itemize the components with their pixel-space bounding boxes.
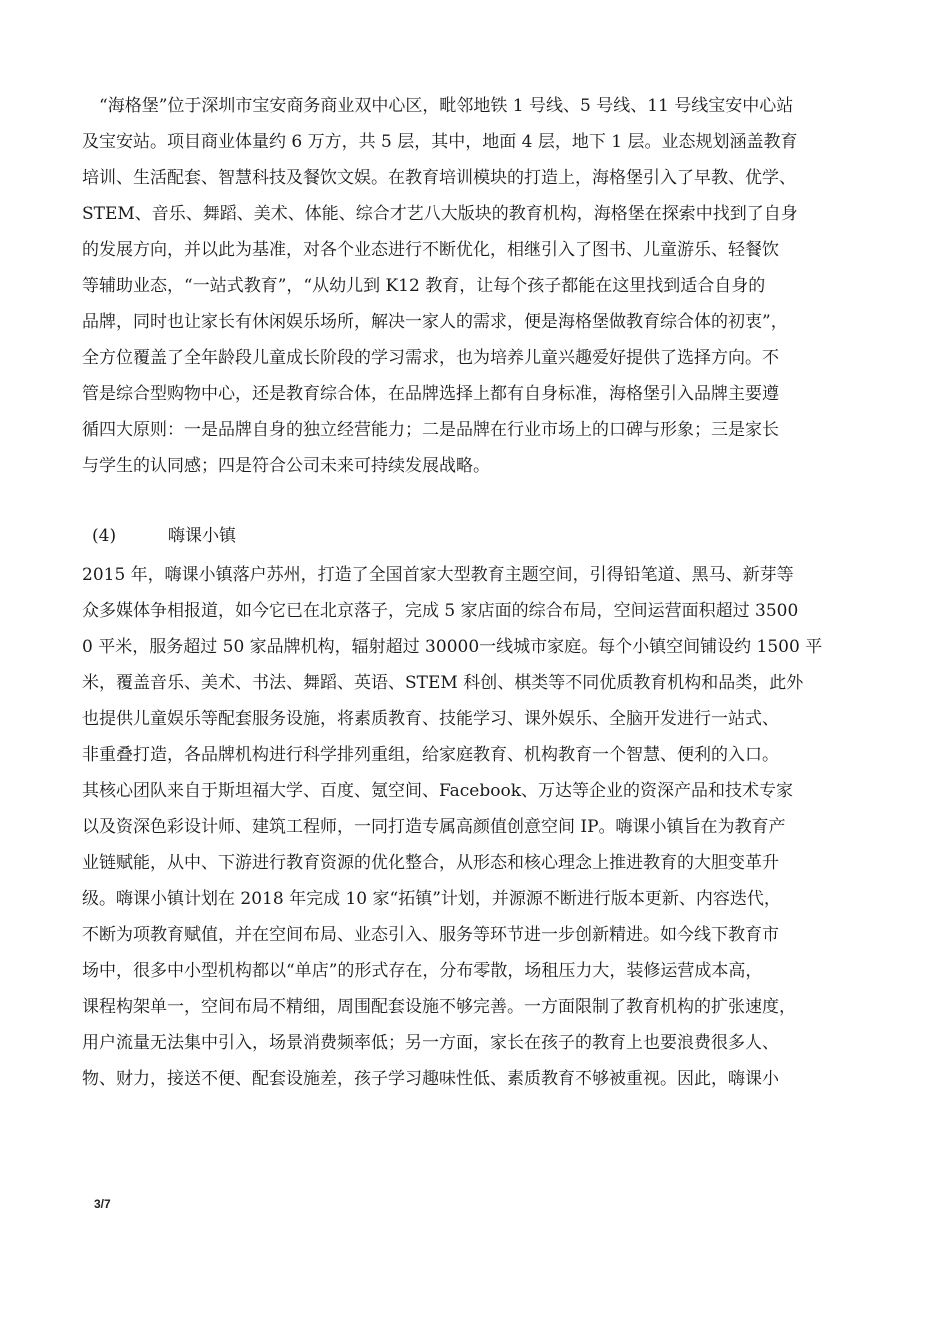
paragraph-line: 循四大原则：一是品牌自身的独立经营能力；二是品牌在行业市场上的口碑与形象；三是家长 — [82, 420, 779, 440]
paragraph-line: 以及资深色彩设计师、建筑工程师，一同打造专属高颜值创意空间 IP。嗨课小镇旨在为教育产 — [82, 817, 786, 837]
paragraph-line: 众多媒体争相报道，如今它已在北京落子，完成 5 家店面的综合布局，空间运营面积超过 3500 — [82, 601, 799, 621]
paragraph-line: 米，覆盖音乐、美术、书法、舞蹈、英语、STEM 科创、棋类等不同优质教育机构和品类，此外 — [82, 673, 804, 693]
paragraph-line: 场中，很多中小型机构都以“单店”的形式存在，分布零散，场租压力大，装修运营成本高， — [82, 961, 763, 981]
paragraph-line: 业链赋能，从中、下游进行教育资源的优化整合，从形态和核心理念上推进教育的大胆变革升 — [82, 853, 779, 873]
paragraph-line: 及宝安站。项目商业体量约 6 万方，共 5 层，其中，地面 4 层，地下 1 层。业态规划涵盖教育 — [82, 132, 798, 152]
paragraph-line: 课程构架单一，空间布局不精细，周围配套设施不够完善。一方面限制了教育机构的扩张速度， — [82, 997, 796, 1017]
paragraph-haigebao — [82, 88, 880, 484]
paragraph-line: STEM、音乐、舞蹈、美术、体能、综合才艺八大版块的教育机构，海格堡在探索中找到了自身 — [82, 204, 798, 224]
paragraph-line: 与学生的认同感；四是符合公司未来可持续发展战略。 — [82, 456, 490, 476]
paragraph-line: 2015 年，嗨课小镇落户苏州，打造了全国首家大型教育主题空间，引得铅笔道、黑马、新芽等 — [82, 565, 794, 585]
paragraph-line: 用户流量无法集中引入，场景消费频率低；另一方面，家长在孩子的教育上也要浪费很多人、 — [82, 1033, 779, 1053]
paragraph-line: 品牌，同时也让家长有休闲娱乐场所，解决一家人的需求，便是海格堡做教育综合体的初衷”， — [82, 312, 788, 332]
paragraph-line: 非重叠打造，各品牌机构进行科学排列重组，给家庭教育、机构教育一个智慧、便利的入口。 — [82, 745, 779, 765]
paragraph-haike-town — [82, 557, 880, 1097]
section-heading — [82, 516, 236, 556]
paragraph-line: 全方位覆盖了全年龄段儿童成长阶段的学习需求，也为培养儿童兴趣爱好提供了选择方向。不 — [82, 348, 779, 368]
paragraph-line: 也提供儿童娱乐等配套服务设施，将素质教育、技能学习、课外娱乐、全脑开发进行一站式、 — [82, 709, 779, 729]
paragraph-line: 0 平米，服务超过 50 家品牌机构，辐射超过 30000一线城市家庭。每个小镇空间铺设约 1500 平 — [82, 637, 823, 657]
paragraph-line: 的发展方向，并以此为基准，对各个业态进行不断优化，相继引入了图书、儿童游乐、轻餐饮 — [82, 240, 779, 260]
paragraph-line: 等辅助业态，“一站式教育”，“从幼儿到 K12 教育，让每个孩子都能在这里找到适合自身的 — [82, 276, 766, 296]
paragraph-line: 培训、生活配套、智慧科技及餐饮文娱。在教育培训模块的打造上，海格堡引入了早教、优学、 — [82, 168, 796, 188]
section-number: (4) — [92, 526, 117, 546]
paragraph-line: “海格堡”位于深圳市宝安商务商业双中心区，毗邻地铁 1 号线、5 号线、11 号线宝安中心站 — [82, 96, 794, 116]
paragraph-line: 级。嗨课小镇计划在 2018 年完成 10 家“拓镇”计划，并源源不断进行版本更新、内容迭代， — [82, 889, 781, 909]
paragraph-line: 物、财力，接送不便、配套设施差，孩子学习趣味性低、素质教育不够被重视。因此，嗨课小 — [82, 1069, 779, 1089]
section-title: 嗨课小镇 — [168, 526, 236, 546]
paragraph-line: 其核心团队来自于斯坦福大学、百度、氪空间、Facebook、万达等企业的资深产品和技术专家 — [82, 781, 794, 801]
page-number: 3/7 — [94, 1197, 111, 1211]
paragraph-line: 不断为项教育赋值，并在空间布局、业态引入、服务等环节进一步创新精进。如今线下教育市 — [82, 925, 779, 945]
paragraph-line: 管是综合型购物中心，还是教育综合体，在品牌选择上都有自身标准，海格堡引入品牌主要遵 — [82, 384, 779, 404]
